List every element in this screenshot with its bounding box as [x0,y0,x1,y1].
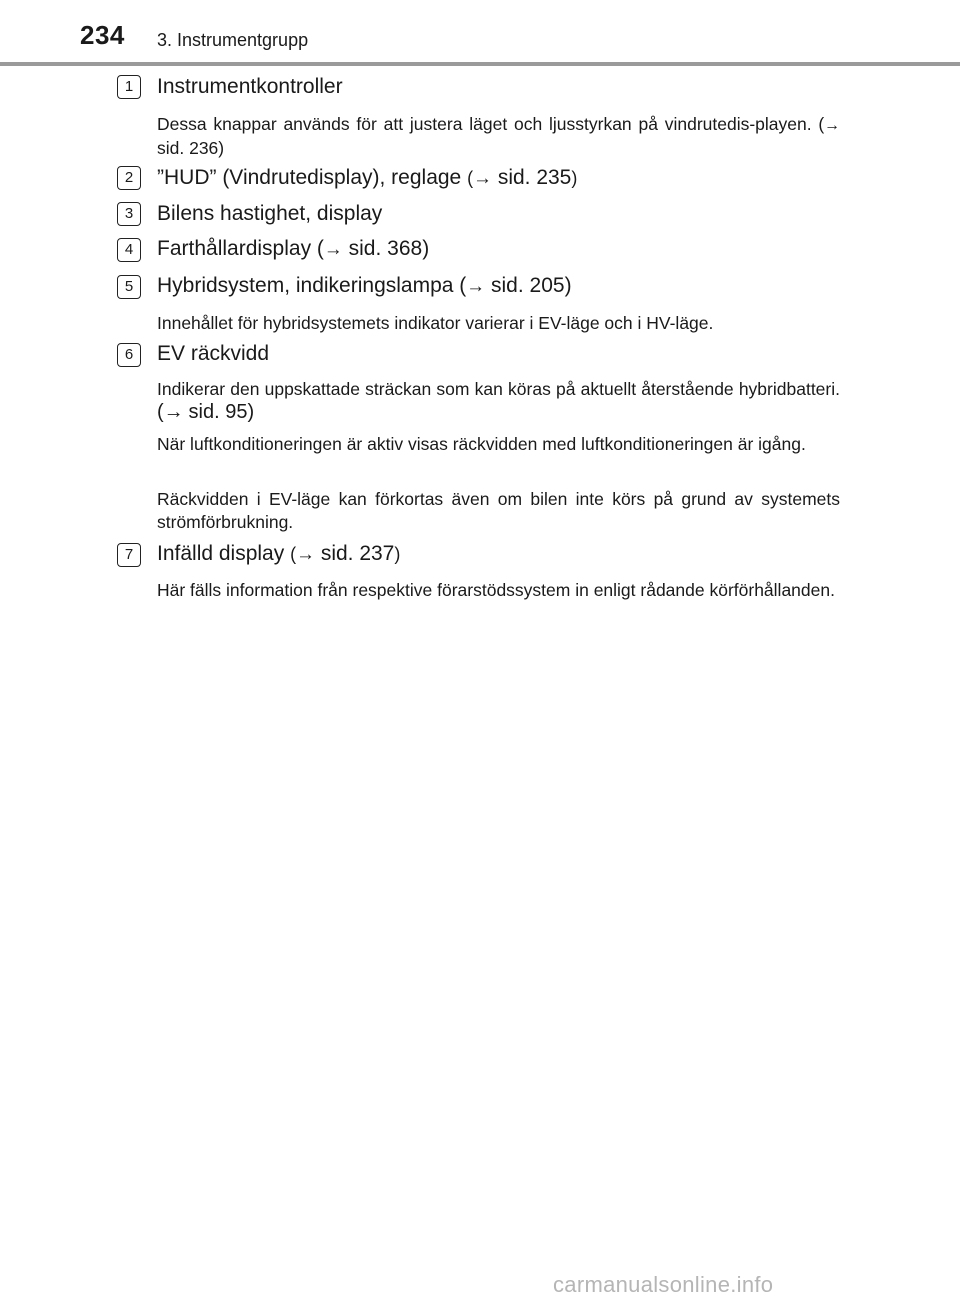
item-title-6: EV räckvidd [157,342,270,365]
item-7-paragraph: Här fälls information från respektive förarstödssystem in enligt rådande körförhållanden. [157,580,835,600]
page-reference[interactable]: sid. 235 [497,166,572,189]
item-number-2: 2 [117,166,141,190]
item-title-4: Farthållardisplay (→ sid. 368) [157,237,430,260]
item-5-paragraph: Innehållet för hybridsystemets indikator varierar i EV-läge och i HV-läge. [157,313,714,333]
page-reference[interactable]: sid. 95 [188,401,248,423]
right-arrow-icon: → [473,168,492,189]
item-6-paragraph-3: Räckvidden i EV-läge kan förkortas även om bilen inte körs på grund av systemets strömförbrukning. [157,489,840,532]
page-reference[interactable]: sid. 237 [320,542,395,565]
item-number-3: 3 [117,202,141,226]
item-6-paragraph-1: Indikerar den uppskattade sträckan som kan köras på aktuellt återstående hybridbatteri. (→ sid. 95) [157,379,840,423]
page-reference[interactable]: sid. 236 [157,138,219,158]
right-arrow-icon: → [466,276,486,297]
item-number-6: 6 [117,343,141,367]
item-number-4: 4 [117,238,141,262]
item-number-5: 5 [117,275,141,299]
item-title-5: Hybridsystem, indikeringslampa (→ sid. 205) [157,274,572,297]
item-1-paragraph: Dessa knappar används för att justera läget och ljusstyrkan på vindrutedis-playen. (→ sid. 236) [157,114,840,158]
item-title-1: Instrumentkontroller [157,75,343,98]
page-reference[interactable]: sid. 368 [348,237,423,260]
item-title-3: Bilens hastighet, display [157,202,383,225]
chapter-title: 3. Instrumentgrupp [157,30,309,50]
right-arrow-icon: → [296,544,315,565]
page-reference[interactable]: sid. 205 [491,274,565,297]
item-title-2: ”HUD” (Vindrutedisplay), reglage (→ sid. 235) [157,166,578,189]
header-rule [0,62,960,66]
page-number: 234 [80,20,125,50]
right-arrow-icon: → [323,239,343,260]
item-6-paragraph-2: När luftkonditioneringen är aktiv visas räckvidden med luftkonditioneringen är igång. [157,434,806,454]
item-number-1: 1 [117,75,141,99]
right-arrow-icon: → [163,401,184,423]
watermark: carmanualsonline.info [553,1272,774,1297]
right-arrow-icon: → [824,117,840,134]
item-title-7: Infälld display (→ sid. 237) [157,542,401,565]
item-number-7: 7 [117,543,141,567]
